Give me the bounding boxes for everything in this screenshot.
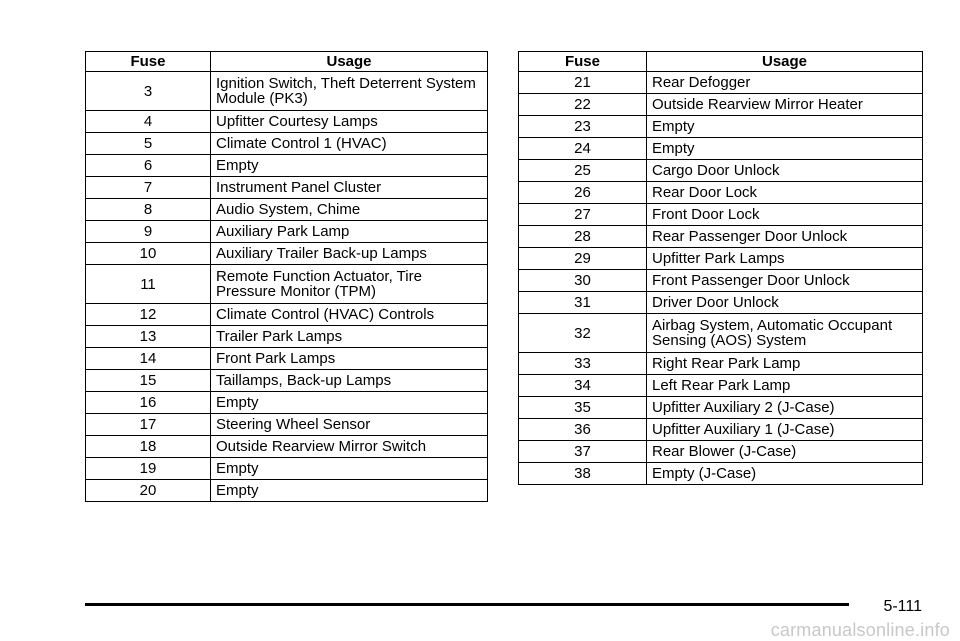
table-row: [519, 182, 923, 204]
fuse-usage-cell: Cargo Door Unlock: [647, 160, 923, 182]
table-header-row: [519, 52, 923, 72]
table-row: [519, 463, 923, 485]
fuse-usage-cell: Outside Rearview Mirror Heater: [647, 94, 923, 116]
fuse-number-cell: 11: [86, 265, 211, 304]
fuse-table-left: [85, 51, 488, 502]
fuse-usage-cell: Empty: [211, 392, 488, 414]
fuse-usage-cell: Left Rear Park Lamp: [647, 375, 923, 397]
fuse-number-cell: 37: [519, 441, 647, 463]
table-row: [519, 375, 923, 397]
table-row: [519, 116, 923, 138]
table-row: [86, 243, 488, 265]
table-row: [86, 370, 488, 392]
fuse-usage-cell: Empty (J-Case): [647, 463, 923, 485]
watermark: carmanualsonline.info: [770, 620, 950, 640]
fuse-number-cell: 26: [519, 182, 647, 204]
table-row: [519, 314, 923, 353]
fuse-number-cell: 27: [519, 204, 647, 226]
table-row: [86, 326, 488, 348]
fuse-usage-cell: Taillamps, Back-up Lamps: [211, 370, 488, 392]
page-number: 5-111: [883, 598, 922, 615]
fuse-number-cell: 21: [519, 72, 647, 94]
fuse-usage-cell: Upfitter Auxiliary 2 (J-Case): [647, 397, 923, 419]
column-header-usage: Usage: [647, 52, 923, 72]
fuse-number-cell: 14: [86, 348, 211, 370]
fuse-number-cell: 35: [519, 397, 647, 419]
table-row: [519, 160, 923, 182]
table-row: [86, 199, 488, 221]
fuse-number-cell: 8: [86, 199, 211, 221]
fuse-usage-cell: Rear Blower (J-Case): [647, 441, 923, 463]
table-header-row: [86, 52, 488, 72]
fuse-number-cell: 36: [519, 419, 647, 441]
fuse-number-cell: 10: [86, 243, 211, 265]
table-row: [519, 270, 923, 292]
fuse-usage-cell: Auxiliary Trailer Back-up Lamps: [211, 243, 488, 265]
fuse-usage-cell: Front Passenger Door Unlock: [647, 270, 923, 292]
fuse-number-cell: 30: [519, 270, 647, 292]
fuse-usage-cell: Climate Control (HVAC) Controls: [211, 304, 488, 326]
table-row: [86, 436, 488, 458]
fuse-usage-cell: Driver Door Unlock: [647, 292, 923, 314]
fuse-number-cell: 18: [86, 436, 211, 458]
table-row: [86, 111, 488, 133]
fuse-number-cell: 4: [86, 111, 211, 133]
fuse-usage-cell: Upfitter Park Lamps: [647, 248, 923, 270]
fuse-number-cell: 38: [519, 463, 647, 485]
fuse-usage-cell: Steering Wheel Sensor: [211, 414, 488, 436]
table-row: [86, 458, 488, 480]
fuse-number-cell: 29: [519, 248, 647, 270]
table-row: [86, 480, 488, 502]
table-row: [519, 441, 923, 463]
table-row: [86, 414, 488, 436]
table-row: [519, 138, 923, 160]
fuse-number-cell: 12: [86, 304, 211, 326]
fuse-usage-cell: Empty: [647, 116, 923, 138]
fuse-usage-cell: Rear Passenger Door Unlock: [647, 226, 923, 248]
column-header-usage: Usage: [211, 52, 488, 72]
table-row: [86, 348, 488, 370]
fuse-number-cell: 25: [519, 160, 647, 182]
table-row: [86, 155, 488, 177]
table-row: [86, 221, 488, 243]
fuse-usage-cell: Right Rear Park Lamp: [647, 353, 923, 375]
fuse-number-cell: 3: [86, 72, 211, 111]
table-row: [86, 72, 488, 111]
fuse-usage-cell: Empty: [211, 480, 488, 502]
fuse-usage-cell: Remote Function Actuator, Tire Pressure Monitor (TPM): [211, 265, 488, 304]
fuse-usage-cell: Airbag System, Automatic Occupant Sensing (AOS) System: [647, 314, 923, 353]
table-row: [86, 304, 488, 326]
fuse-number-cell: 20: [86, 480, 211, 502]
fuse-number-cell: 23: [519, 116, 647, 138]
fuse-number-cell: 33: [519, 353, 647, 375]
fuse-number-cell: 28: [519, 226, 647, 248]
fuse-number-cell: 24: [519, 138, 647, 160]
fuse-number-cell: 15: [86, 370, 211, 392]
table-row: [86, 177, 488, 199]
fuse-usage-cell: Front Door Lock: [647, 204, 923, 226]
fuse-usage-cell: Empty: [647, 138, 923, 160]
table-row: [519, 353, 923, 375]
fuse-usage-cell: Rear Door Lock: [647, 182, 923, 204]
fuse-number-cell: 22: [519, 94, 647, 116]
fuse-number-cell: 34: [519, 375, 647, 397]
fuse-number-cell: 16: [86, 392, 211, 414]
fuse-usage-cell: Rear Defogger: [647, 72, 923, 94]
fuse-usage-cell: Ignition Switch, Theft Deterrent System Module (PK3): [211, 72, 488, 111]
fuse-usage-cell: Instrument Panel Cluster: [211, 177, 488, 199]
fuse-number-cell: 17: [86, 414, 211, 436]
table-row: [519, 292, 923, 314]
table-row: [86, 392, 488, 414]
fuse-usage-cell: Empty: [211, 458, 488, 480]
fuse-table-right: [518, 51, 923, 485]
table-row: [86, 133, 488, 155]
column-header-fuse: Fuse: [519, 52, 647, 72]
table-row: [519, 94, 923, 116]
fuse-usage-cell: Outside Rearview Mirror Switch: [211, 436, 488, 458]
table-body: [86, 72, 488, 502]
fuse-number-cell: 5: [86, 133, 211, 155]
table-row: [519, 204, 923, 226]
fuse-number-cell: 6: [86, 155, 211, 177]
table-row: [519, 397, 923, 419]
fuse-number-cell: 19: [86, 458, 211, 480]
fuse-number-cell: 31: [519, 292, 647, 314]
fuse-usage-cell: Climate Control 1 (HVAC): [211, 133, 488, 155]
table-row: [86, 265, 488, 304]
fuse-number-cell: 7: [86, 177, 211, 199]
fuse-usage-cell: Front Park Lamps: [211, 348, 488, 370]
table-row: [519, 226, 923, 248]
column-header-fuse: Fuse: [86, 52, 211, 72]
fuse-usage-cell: Empty: [211, 155, 488, 177]
fuse-number-cell: 32: [519, 314, 647, 353]
footer-rule: [85, 603, 849, 606]
fuse-usage-cell: Auxiliary Park Lamp: [211, 221, 488, 243]
table-body: [519, 72, 923, 485]
table-row: [519, 419, 923, 441]
fuse-usage-cell: Upfitter Auxiliary 1 (J-Case): [647, 419, 923, 441]
fuse-usage-cell: Audio System, Chime: [211, 199, 488, 221]
table-row: [519, 72, 923, 94]
table-row: [519, 248, 923, 270]
fuse-number-cell: 9: [86, 221, 211, 243]
fuse-usage-cell: Upfitter Courtesy Lamps: [211, 111, 488, 133]
fuse-usage-cell: Trailer Park Lamps: [211, 326, 488, 348]
fuse-number-cell: 13: [86, 326, 211, 348]
